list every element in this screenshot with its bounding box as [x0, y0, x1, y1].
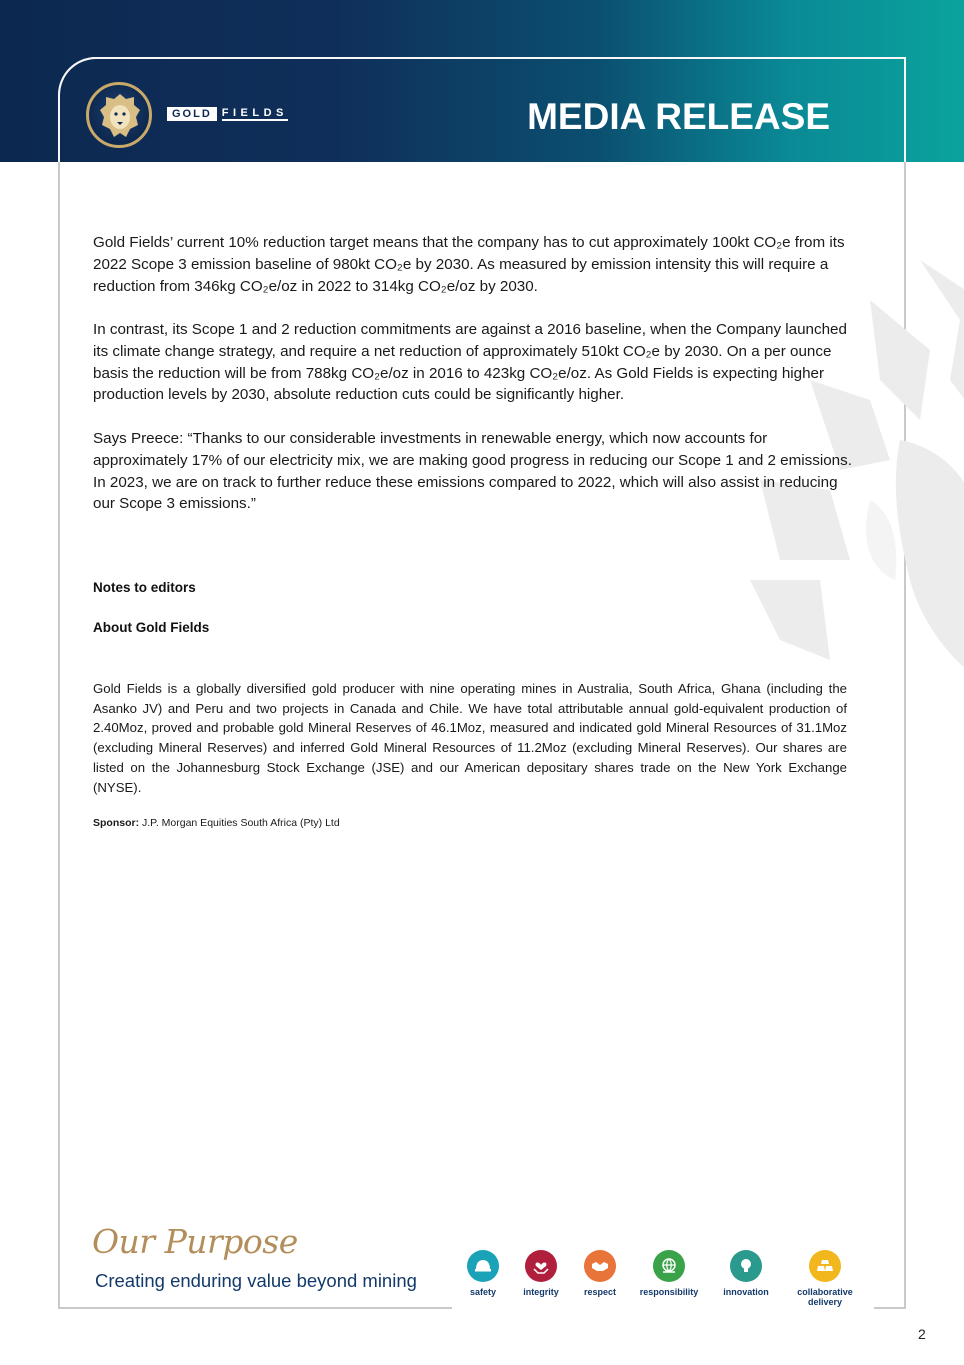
- paragraph-scope12-commitments: In contrast, its Scope 1 and 2 reduction commitments are against a 2016 baseline, when the Company launched its climate change strategy, and require a net reduction of approximately 510kt CO₂e by 2030. On a per ounce basis the reduction will be from 788kg CO₂e/oz in 2016 to 423kg CO₂e/oz. As Gold Fields is expecting higher production levels by 2030, absolute reduction cuts could be significantly higher.: [93, 321, 847, 404]
- gold-bars-icon: [809, 1250, 841, 1282]
- gold-fields-logo: [167, 106, 288, 122]
- lightbulb-icon: [730, 1250, 762, 1282]
- value-label: safety: [469, 1287, 496, 1297]
- value-label: respect: [583, 1287, 617, 1297]
- paragraph-preece-quote: Says Preece: “Thanks to our considerable investments in renewable energy, which now accounts for approximately 17% of our electricity mix, we are making good progress in reducing our Scope 1 and 2 emissions. In 2023, we are on track to further reduce these emissions compared to 2022, which will also assist in reducing our Scope 3 emissions.”: [93, 430, 852, 513]
- about-gold-fields-text: Gold Fields is a globally diversified gold producer with nine operating mines in Australia, South Africa, Ghana (including the Asanko JV) and Peru and two projects in Canada and Chile. We have total attributable annual gold-equivalent production of 2.40Moz, proved and probable gold Mineral Reserves of 46.1Moz, measured and indicated gold Mineral Resources of 31.1Moz (excluding Mineral Reserves) and inferred Gold Mineral Resources of 11.2Moz (excluding Mineral Reserves). Our shares are listed on the Johannesburg Stock Exchange (JSE) and our American depositary shares trade on the New York Exchange (NYSE).: [93, 681, 847, 795]
- page-number: 2: [918, 1326, 926, 1342]
- sponsor-value: J.P. Morgan Equities South Africa (Pty) Ltd: [142, 817, 340, 829]
- value-label: responsibility: [639, 1287, 699, 1297]
- value-responsibility: [629, 1250, 709, 1297]
- sponsor-label: Sponsor:: [93, 817, 140, 829]
- frame-divider: [874, 1307, 906, 1309]
- logo-gold-text: GOLD: [167, 107, 217, 121]
- lion-logo-icon: [86, 82, 152, 148]
- value-respect: [560, 1250, 640, 1297]
- notes-to-editors-heading: Notes to editors: [93, 580, 196, 595]
- heart-hands-icon: [525, 1250, 557, 1282]
- paragraph-scope3-target: Gold Fields’ current 10% reduction target means that the company has to cut approximately 100kt CO₂e from its 2022 Scope 3 emission baseline of 980kt CO₂e by 2030. As measured by emission intensity this will require a reduction from 346kg CO₂e/oz in 2022 to 314kg CO₂e/oz by 2030.: [93, 234, 845, 295]
- value-label: integrity: [523, 1287, 559, 1297]
- helmet-icon: [467, 1250, 499, 1282]
- page-title: MEDIA RELEASE: [527, 96, 830, 137]
- logo-fields-text: FIELDS: [221, 107, 288, 119]
- value-label: innovation: [723, 1287, 769, 1297]
- value-innovation: [706, 1250, 786, 1297]
- value-label: collaborative delivery: [797, 1287, 853, 1307]
- our-purpose-script: Our Purpose: [92, 1222, 298, 1261]
- handshake-icon: [584, 1250, 616, 1282]
- value-collaborative-delivery: [785, 1250, 865, 1307]
- frame-divider: [58, 1307, 452, 1309]
- purpose-tagline: Creating enduring value beyond mining: [95, 1270, 417, 1291]
- globe-icon: [653, 1250, 685, 1282]
- about-heading: About Gold Fields: [93, 620, 210, 635]
- sponsor-line: [93, 817, 853, 829]
